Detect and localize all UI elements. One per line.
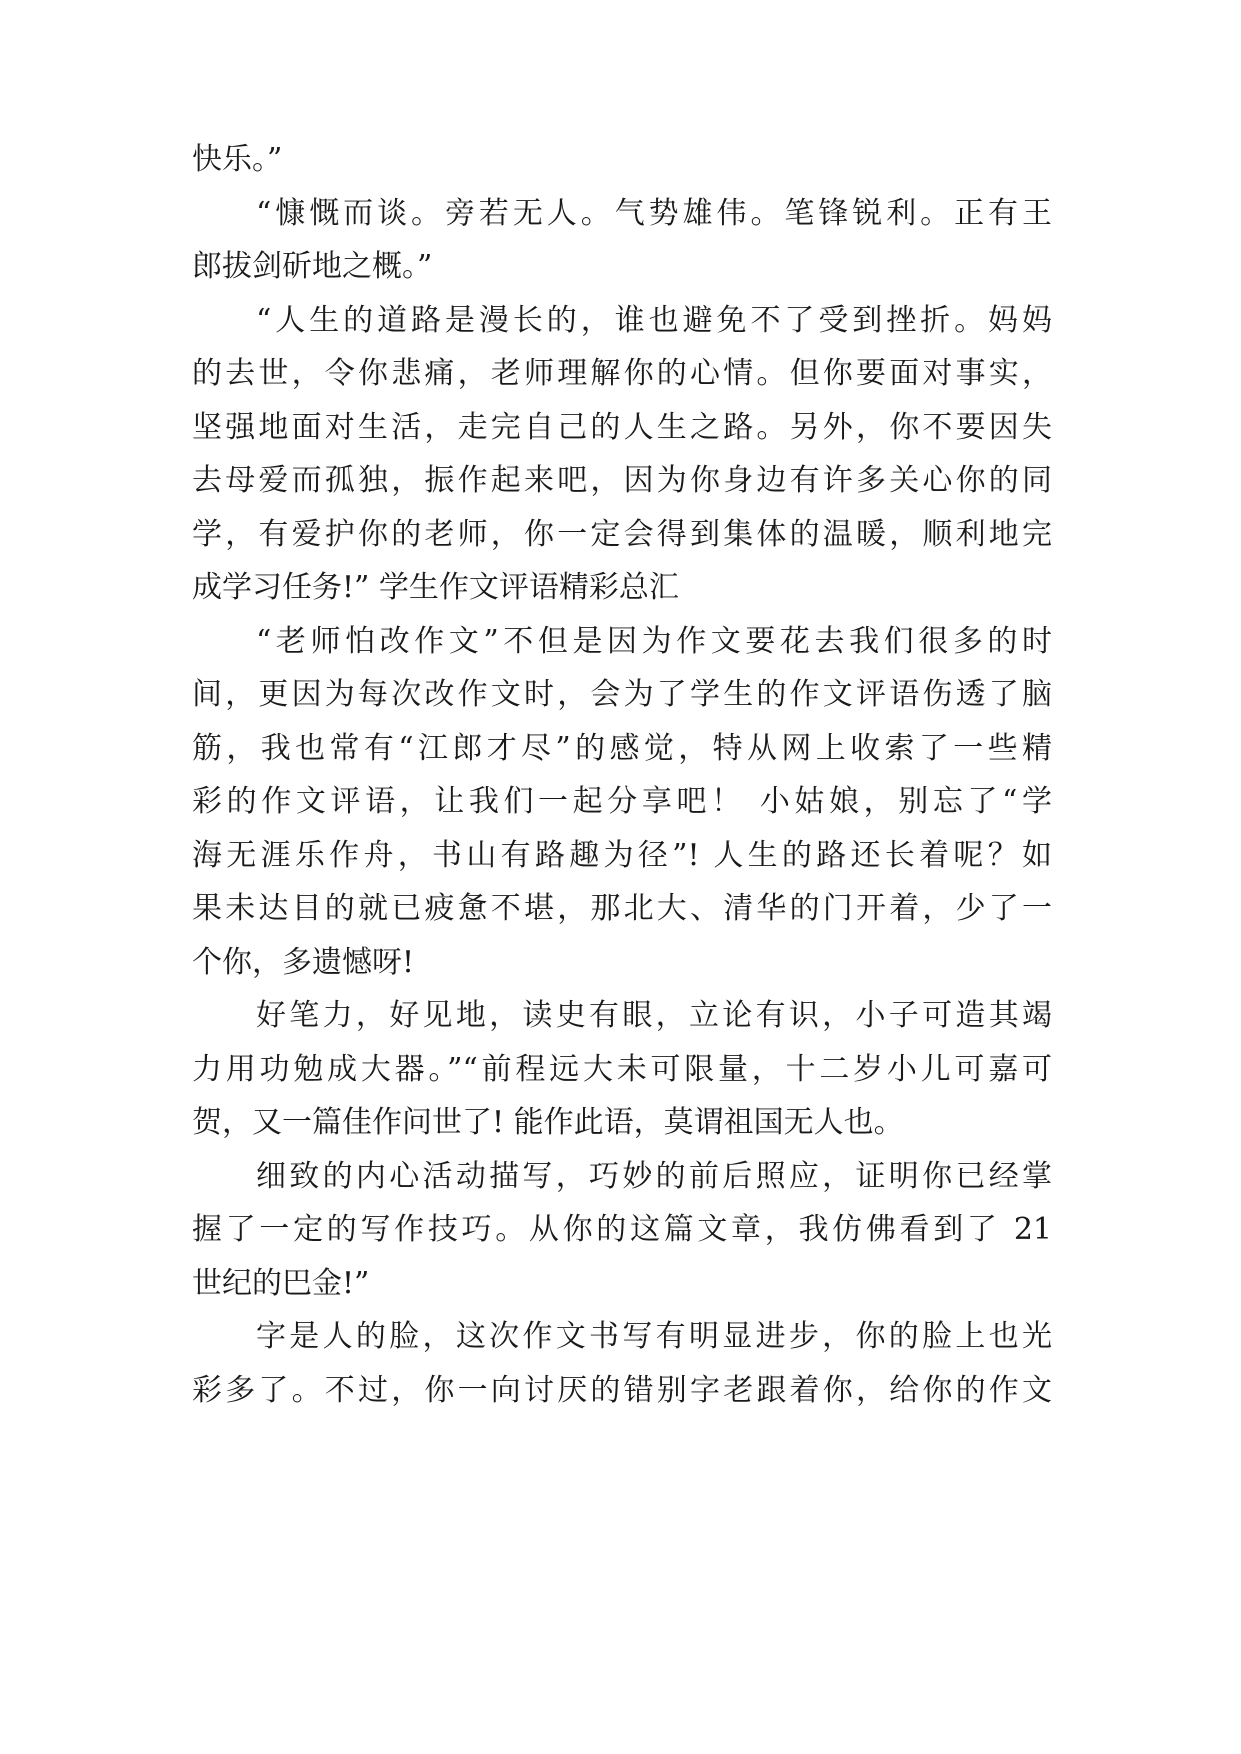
text-line: 力用功勉成大器。”“前程远大未可限量，十二岁小儿可嘉可 [192,1052,1052,1087]
text-line: 握了一定的写作技巧。从你的这篇文章，我仿佛看到了 21 [192,1212,1052,1247]
text-line: 的去世，令你悲痛，老师理解你的心情。但你要面对事实， [192,356,1052,391]
text-line: 个你，多遗憾呀! [192,945,415,980]
text-line: 间，更因为每次改作文时，会为了学生的作文评语伤透了脑 [192,677,1052,712]
text-line: 学，有爱护你的老师，你一定会得到集体的温暖，顺利地完 [192,517,1052,552]
text-line: “人生的道路是漫长的，谁也避免不了受到挫折。妈妈 [256,303,1052,338]
text-line: 海无涯乐作舟，书山有路趣为径”! 人生的路还长着呢？如 [192,838,1052,873]
text-line: 郎拔剑斫地之概。” [192,249,433,284]
text-line: 世纪的巴金!” [192,1266,370,1301]
text-line: 字是人的脸，这次作文书写有明显进步，你的脸上也光 [256,1319,1052,1354]
text-line: 细致的内心活动描写，巧妙的前后照应，证明你已经掌 [256,1159,1052,1194]
text-line: 成学习任务!” 学生作文评语精彩总汇 [192,570,679,605]
text-line: 果未达目的就已疲惫不堪，那北大、清华的门开着，少了一 [192,891,1052,926]
text-line: 彩多了。不过，你一向讨厌的错别字老跟着你，给你的作文 [192,1373,1052,1408]
text-line: 好笔力，好见地，读史有眼，立论有识，小子可造其竭 [256,998,1052,1033]
text-line: 筋，我也常有“江郎才尽”的感觉，特从网上收索了一些精 [192,731,1052,766]
text-line: 坚强地面对生活，走完自己的人生之路。另外，你不要因失 [192,410,1052,445]
text-line: “老师怕改作文”不但是因为作文要花去我们很多的时 [256,624,1052,659]
text-line: 快乐。” [192,142,283,177]
text-line: 贺，又一篇佳作问世了! 能作此语，莫谓祖国无人也。 [192,1105,904,1140]
text-line: 彩的作文评语，让我们一起分享吧！ 小姑娘，别忘了“学 [192,784,1052,819]
text-line: “慷慨而谈。旁若无人。气势雄伟。笔锋锐利。正有王 [256,196,1052,231]
text-line: 去母爱而孤独，振作起来吧，因为你身边有许多关心你的同 [192,463,1052,498]
